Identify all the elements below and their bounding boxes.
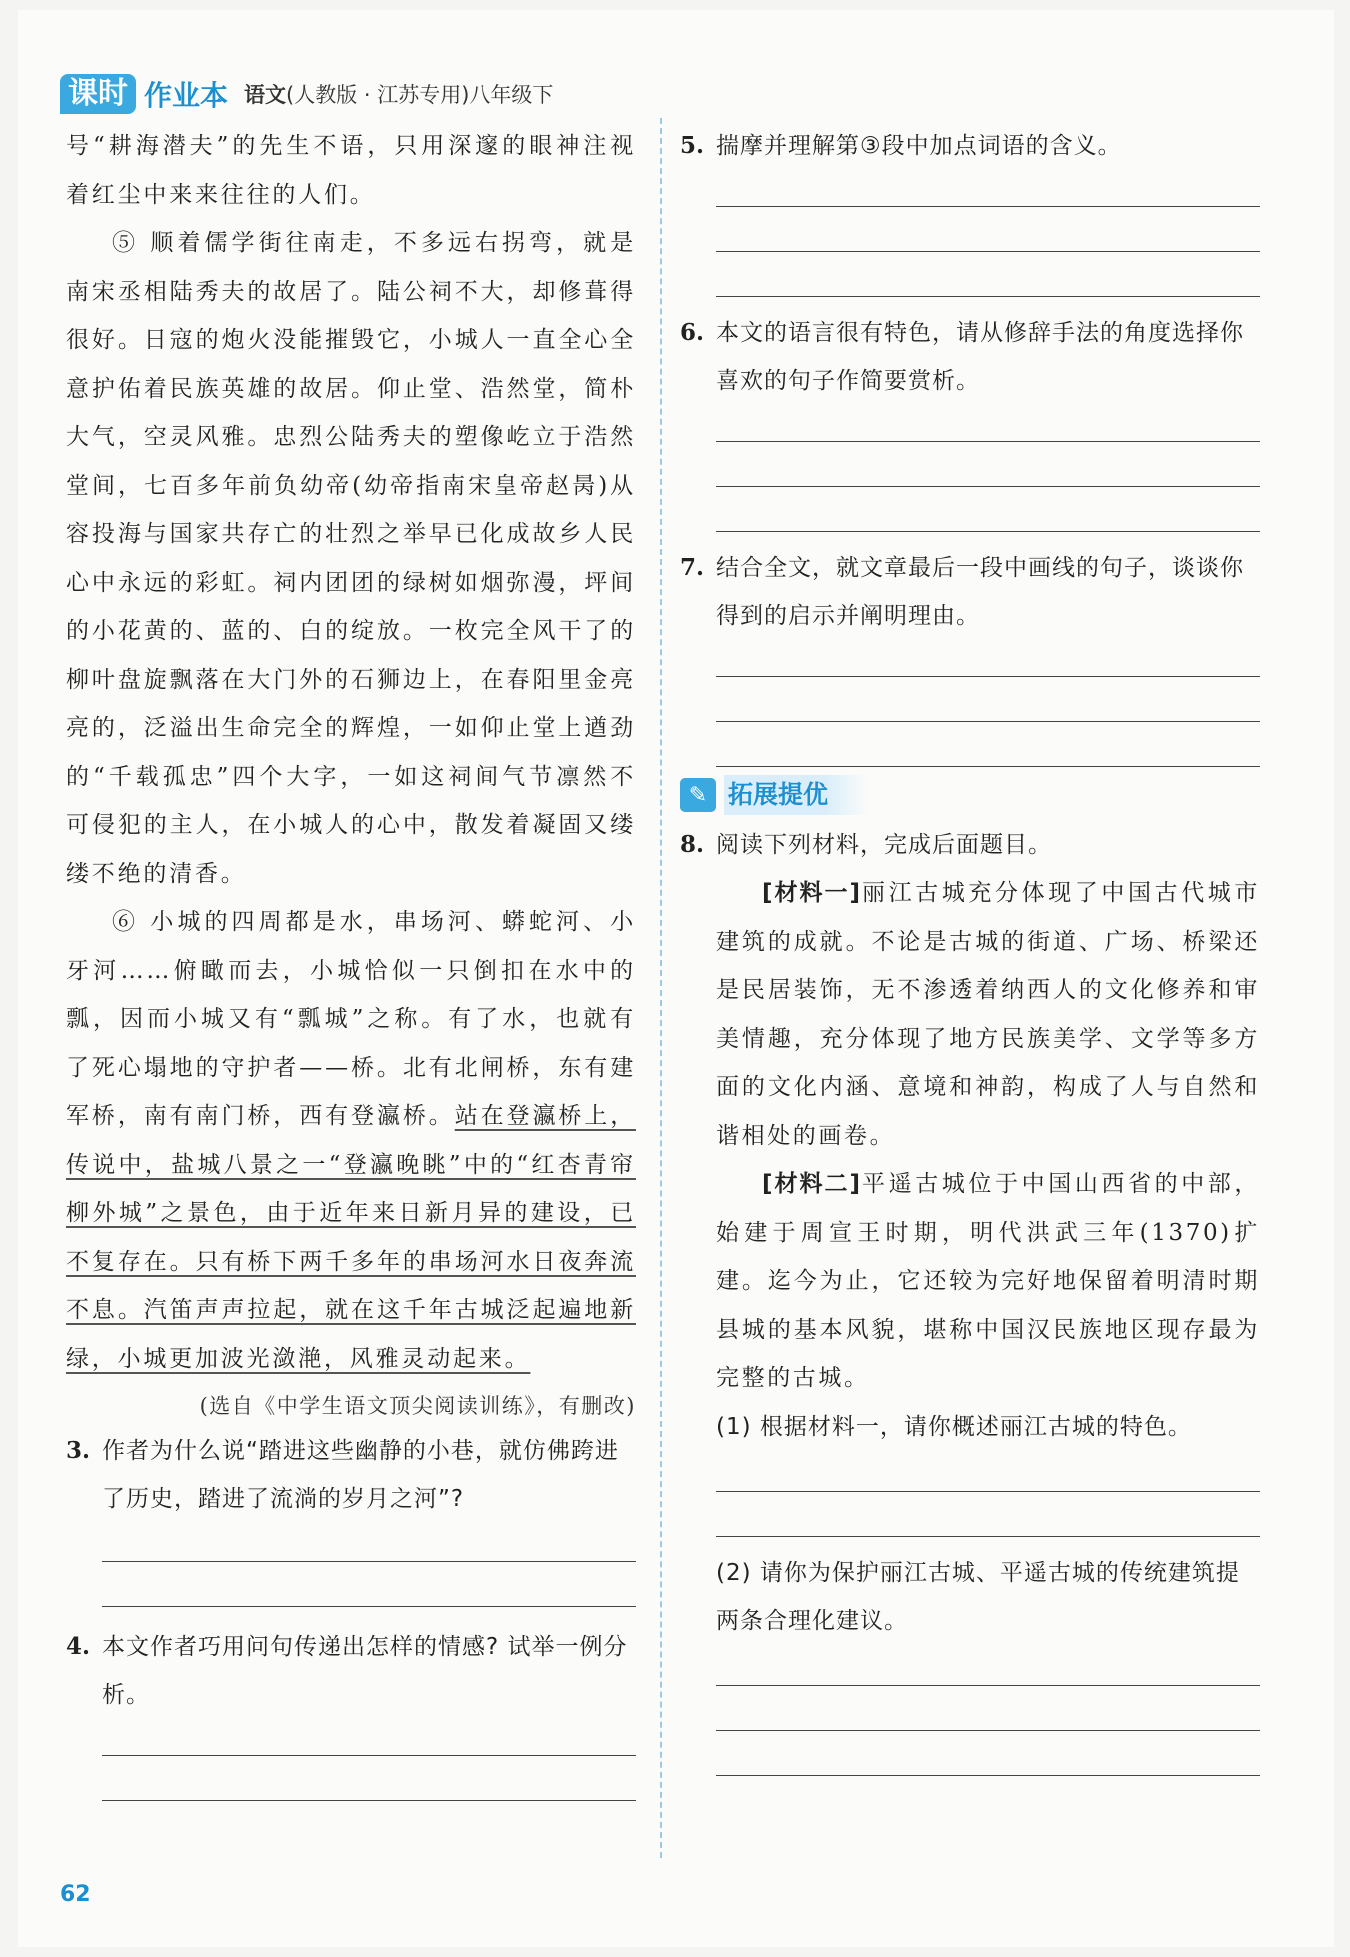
pencil-check-icon: ✎: [680, 778, 716, 812]
question-6: [680, 309, 1260, 405]
answer-line[interactable]: [102, 1800, 636, 1801]
answer-line[interactable]: [716, 1775, 1260, 1776]
logo-mark: 课时: [60, 74, 136, 114]
paragraph-6-text: ⑥ 小城的四周都是水，串场河、蟒蛇河、小牙河……俯瞰而去，小城恰似一只倒扣在水中的瓢，因而小城又有“瓢城”之称。有了水，也就有了死心塌地的守护者——桥。北有北闸桥，东有建军桥，南有南门桥，西有登瀛桥。: [66, 909, 636, 1129]
question-number: 5.: [680, 132, 705, 159]
subject: 语文: [244, 83, 287, 107]
question-5: [680, 122, 1260, 170]
edition: (人教版 · 江苏专用)八年级下: [286, 83, 554, 107]
subquestion-2: (2) 请你为保护丽江古城、平遥古城的传统建筑提两条合理化建议。: [716, 1559, 1240, 1634]
left-column: [66, 122, 636, 1801]
paragraph-4-tail: 号“耕海潜夫”的先生不语，只用深邃的眼神注视着红尘中来来往往的人们。: [66, 133, 636, 208]
material-text: 平遥古城位于中国山西省的中部，始建于周宣王时期，明代洪武三年(1370)扩建。迄今为止，它还较为完好地保留着明清时期县城的基本风貌，堪称中国汉民族地区现存最为完整的古城。: [716, 1171, 1261, 1391]
question-text: 揣摩并理解第③段中加点词语的含义。: [716, 133, 1122, 159]
column-divider: [660, 118, 662, 1858]
question-text: 作者为什么说“踏进这些幽静的小巷，就仿佛跨进了历史，踏进了流淌的岁月之河”?: [102, 1438, 619, 1512]
question-4: [66, 1623, 636, 1719]
logo-text: 作业本: [144, 79, 229, 112]
question-number: 4.: [66, 1633, 91, 1660]
material-text: 丽江古城充分体现了中国古代城市建筑的成就。不论是古城的街道、广场、桥梁还是民居装饰，无不渗透着纳西人的文化修养和审美情趣，充分体现了地方民族美学、文学等多方面的文化内涵、意境和神韵，构成了人与自然和谐相处的画卷。: [716, 880, 1261, 1149]
question-text: 本文作者巧用问句传递出怎样的情感? 试举一例分析。: [102, 1634, 628, 1708]
page-number: 62: [60, 1882, 91, 1907]
page-header: [60, 72, 553, 116]
paragraph-5: ⑤ 顺着儒学街往南走，不多远右拐弯，就是南宋丞相陆秀夫的故居了。陆公祠不大，却修葺得很好。日寇的炮火没能摧毁它，小城人一直全心全意护佑着民族英雄的故居。仰止堂、浩然堂，简朴大气，空灵风雅。忠烈公陆秀夫的塑像屹立于浩然堂间，七百多年前负幼帝(幼帝指南宋皇帝赵昺)从容投海与国家共存亡的壮烈之举早已化成故乡人民心中永远的彩虹。祠内团团的绿树如烟弥漫，坪间的小花黄的、蓝的、白的绽放。一枚完全风干了的柳叶盘旋飘落在大门外的石狮边上，在春阳里金亮亮的，泛溢出生命完全的辉煌，一如仰止堂上遒劲的“千载孤忠”四个大字，一如这祠间气节凛然不可侵犯的主人，在小城人的心中，散发着凝固又缕缕不绝的清香。: [66, 230, 636, 887]
source-note: (选自《中学生语文顶尖阅读训练》，有删改): [199, 1394, 636, 1418]
question-number: 6.: [680, 319, 705, 346]
answer-line[interactable]: [716, 766, 1260, 767]
material-1: [716, 869, 1260, 1160]
section-header: [680, 773, 1260, 817]
question-number: 7.: [680, 554, 705, 581]
question-7: [680, 544, 1260, 640]
paragraph-6-underlined: 站在登瀛桥上，传说中，盐城八景之一“登瀛晚眺”中的“红杏青帘柳外城”之景色，由于近年来日新月异的建设，已不复存在。只有桥下两千多年的串场河水日夜奔流不息。汽笛声声拉起，就在这千年古城泛起遍地新绿，小城更加波光潋滟，风雅灵动起来。: [66, 1103, 637, 1372]
subquestion-1: (1) 根据材料一，请你概述丽江古城的特色。: [716, 1413, 1192, 1440]
logo: [60, 74, 228, 114]
question-text: 结合全文，就文章最后一段中画线的句子，谈谈你得到的启示并阐明理由。: [716, 555, 1244, 629]
question-text: 阅读下列材料，完成后面题目。: [716, 832, 1052, 858]
question-8: [680, 821, 1260, 869]
material-2: [716, 1160, 1260, 1403]
material-label: [材料二]: [762, 1171, 862, 1197]
question-number: 8.: [680, 831, 705, 858]
material-label: [材料一]: [762, 880, 862, 906]
question-text: 本文的语言很有特色，请从修辞手法的角度选择你喜欢的句子作简要赏析。: [716, 320, 1244, 394]
question-3: [66, 1427, 636, 1523]
section-title: 拓展提优: [724, 775, 868, 815]
right-column: [680, 122, 1260, 1776]
book-info: [244, 79, 553, 109]
paragraph-6: [66, 898, 636, 1383]
question-number: 3.: [66, 1437, 91, 1464]
